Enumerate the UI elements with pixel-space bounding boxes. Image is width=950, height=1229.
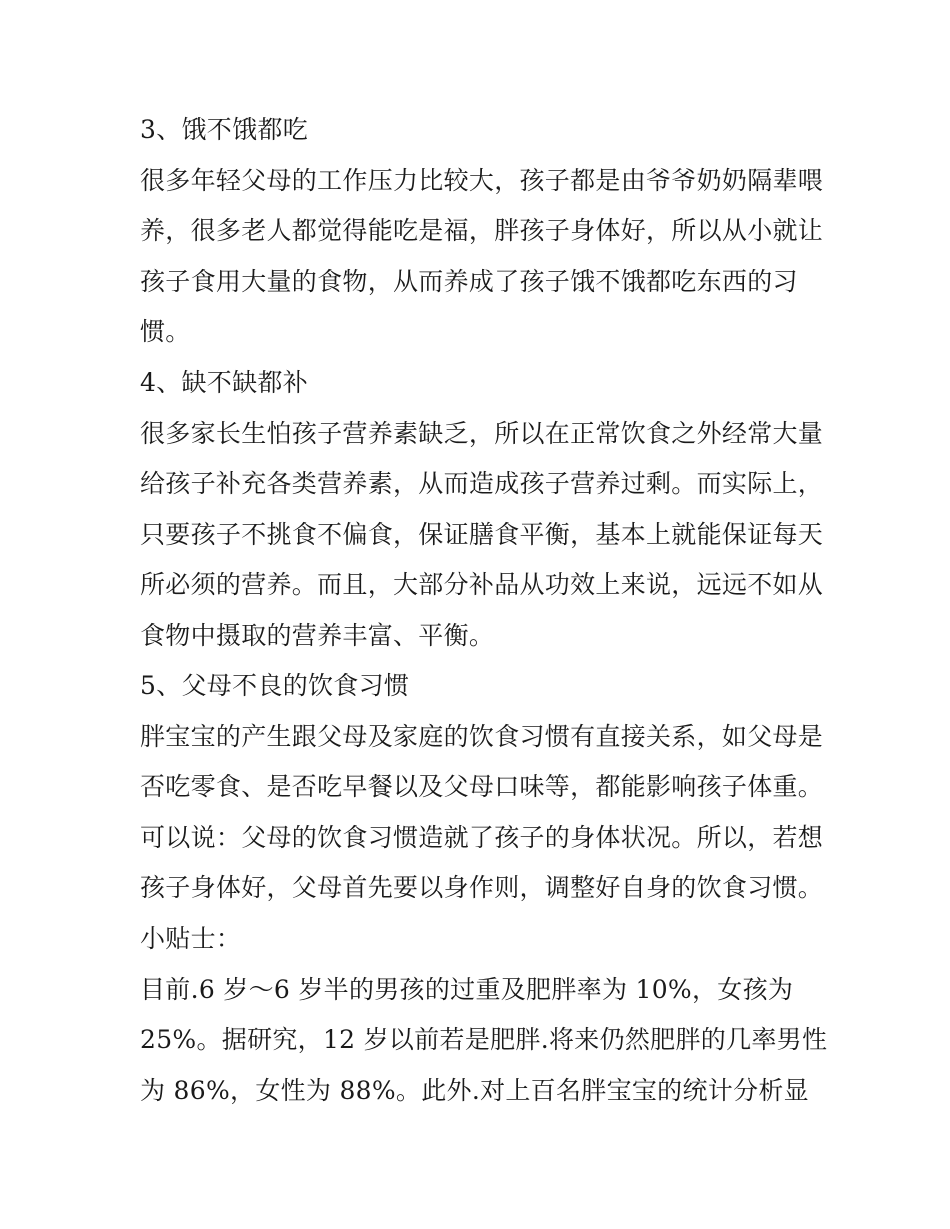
paragraph-line: 很多家长生怕孩子营养素缺乏，所以在正常饮食之外经常大量 (140, 419, 824, 448)
paragraph-line: 只要孩子不挑食不偏食，保证膳食平衡，基本上就能保证每天 (140, 520, 824, 549)
paragraph-line: 很多年轻父母的工作压力比较大，孩子都是由爷爷奶奶隔辈喂 (140, 166, 824, 195)
heading-4: 4、缺不缺都补 (140, 368, 309, 397)
heading-5: 5、父母不良的饮食习惯 (140, 671, 410, 700)
paragraph-line: 可以说：父母的饮食习惯造就了孩子的身体状况。所以，若想 (140, 823, 824, 852)
paragraph-line: 养，很多老人都觉得能吃是福，胖孩子身体好，所以从小就让 (140, 216, 824, 245)
paragraph-line: 目前.6 岁～6 岁半的男孩的过重及肥胖率为 10%，女孩为 (140, 975, 794, 1004)
heading-3: 3、饿不饿都吃 (140, 115, 309, 144)
paragraph-line: 食物中摄取的营养丰富、平衡。 (140, 621, 495, 650)
paragraph-line: 孩子身体好，父母首先要以身作则，调整好自身的饮食习惯。 (140, 873, 824, 902)
paragraph-line: 孩子食用大量的食物，从而养成了孩子饿不饿都吃东西的习 (140, 267, 798, 296)
paragraph-line: 否吃零食、是否吃早餐以及父母口味等，都能影响孩子体重。 (140, 772, 824, 801)
paragraph-line: 惯。 (140, 317, 191, 346)
paragraph-line: 25%。据研究，12 岁以前若是肥胖.将来仍然肥胖的几率男性 (140, 1025, 828, 1054)
paragraph-line: 胖宝宝的产生跟父母及家庭的饮食习惯有直接关系，如父母是 (140, 722, 824, 751)
paragraph-line: 所必须的营养。而且，大部分补品从功效上来说，远远不如从 (140, 570, 824, 599)
paragraph-line: 为 86%，女性为 88%。此外.对上百名胖宝宝的统计分析显 (140, 1076, 809, 1105)
paragraph-line: 给孩子补充各类营养素，从而造成孩子营养过剩。而实际上， (140, 469, 824, 498)
tip-heading: 小贴士： (140, 924, 242, 953)
